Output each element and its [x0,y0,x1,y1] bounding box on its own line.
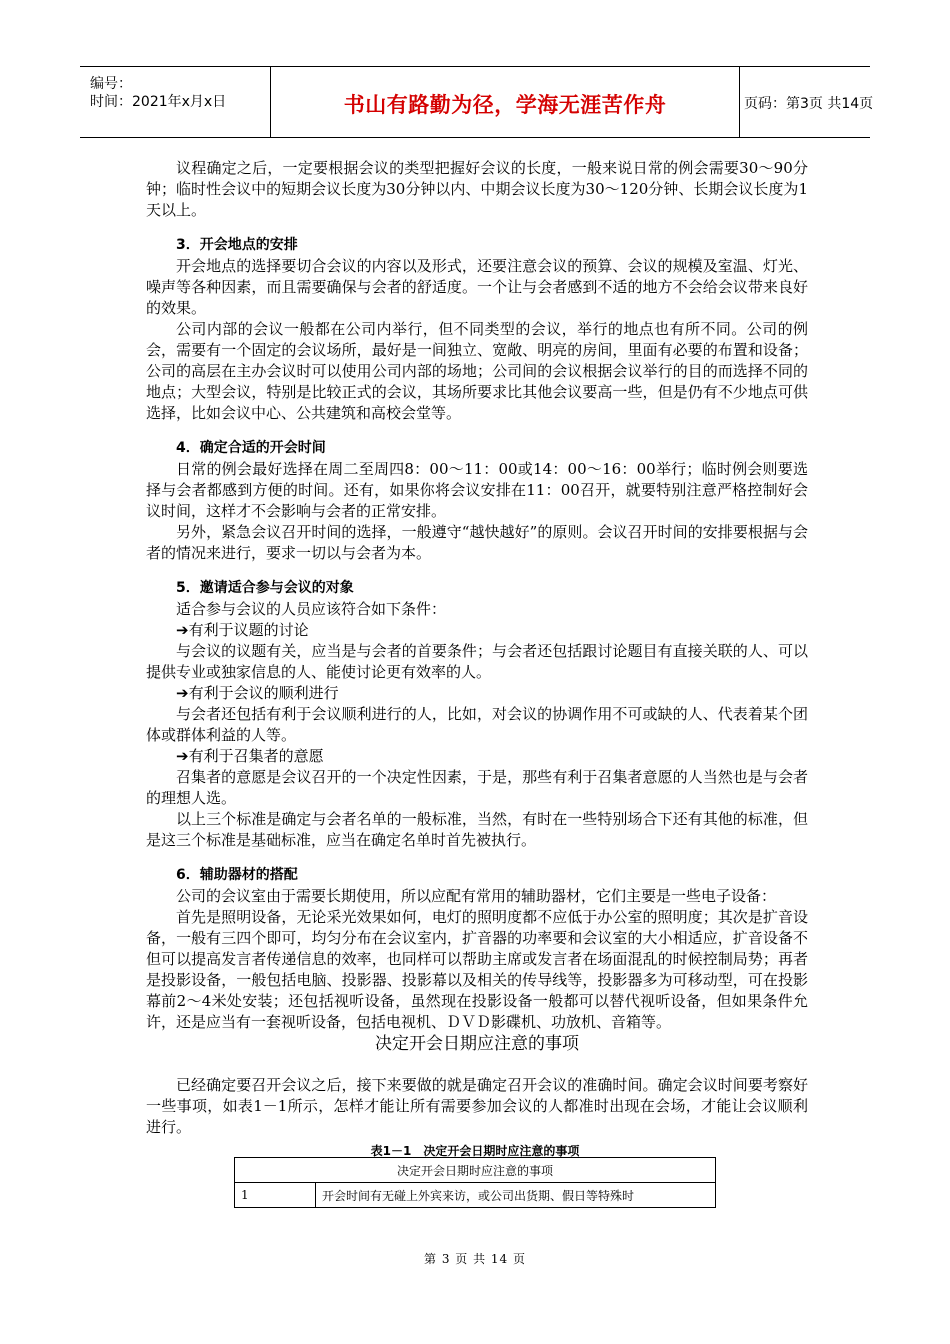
table-header-cell: 决定开会日期时应注意的事项 [235,1158,716,1183]
bullet-title: 有利于召集者的意愿 [188,747,324,765]
table-header-row [235,1158,716,1183]
document-body [146,158,808,1138]
bullet-title: 有利于议题的讨论 [188,621,309,639]
date-considerations-table [234,1157,716,1208]
table-row [235,1183,716,1208]
bullet-item [146,620,808,641]
document-date-label: 时间：2021年x月x日 [90,94,227,110]
table-caption: 表1－1 决定开会日期时应注意的事项 [370,1144,580,1158]
date-section-title: 决定开会日期应注意的事项 [375,1034,579,1054]
section-heading: 3．开会地点的安排 [176,237,298,253]
section-paragraph: 公司的会议室由于需要长期使用，所以应配有常用的辅助器材，它们主要是一些电子设备： [176,887,777,905]
table-cell-text: 开会时间有无碰上外宾来访，或公司出货期、假日等特殊时 [316,1183,716,1208]
intro-paragraph: 议程确定之后，一定要根据会议的类型把握好会议的长度，一般来说日常的例会需要30～90分钟；临时性会议中的短期会议长度为30分钟以内、中期会议长度为30～120分钟、长期会议长度为1天以上。 [146,159,808,219]
section-heading: 6．辅助器材的搭配 [176,867,298,883]
page-footer: 第 3 页 共 14 页 [424,1252,526,1266]
section-paragraph: 首先是照明设备，无论采光效果如何，电灯的照明度都不应低于办公室的照明度；其次是扩音设备，一般有三四个即可，均匀分布在会议室内，扩音器的功率要和会议室的大小相适应，扩音设备不但可以提高发言者传递信息的效率，也同样可以帮助主席或发言者在场面混乱的时候控制局势；再者是投影设备，一般包括电脑、投影器、投影幕以及相关的传导线等，投影器多为可移动型，可在投影幕前2～4米处安装；还包括视听设备，虽然现在投影设备一般都可以替代视听设备，但如果条件允许，还是应当有一套视听设备，包括电视机、ＤＶＤ影碟机、功放机、音箱等。 [146,908,808,1031]
header-center-cell [270,67,740,137]
header-right-cell [738,67,874,137]
bullet-text: 与会者还包括有利于会议顺利进行的人，比如，对会议的协调作用不可或缺的人、代表着某个团体或群体利益的人等。 [146,705,808,744]
date-section-paragraph: 已经确定要召开会议之后，接下来要做的就是确定召开会议的准确时间。确定会议时间要考察好一些事项，如表1－1所示，怎样才能让所有需要参加会议的人都准时出现在会场，才能让会议顺利进行。 [146,1076,808,1136]
section-heading: 4．确定合适的开会时间 [176,440,326,456]
section-paragraph: 开会地点的选择要切合会议的内容以及形式，还要注意会议的预算、会议的规模及室温、灯光、噪声等各种因素，而且需要确保与会者的舒适度。一个让与会者感到不适的地方不会给会议带来良好的效果。 [146,257,808,317]
arrow-icon: ➔ [176,621,189,639]
page-header [80,66,874,138]
bullet-text: 召集者的意愿是会议召开的一个决定性因素，于是，那些有利于召集者意愿的人当然也是与会者的理想人选。 [146,768,808,807]
arrow-icon: ➔ [176,684,189,702]
section-paragraph: 公司内部的会议一般都在公司内举行，但不同类型的会议，举行的地点也有所不同。公司的例会，需要有一个固定的会议场所，最好是一间独立、宽敞、明亮的房间，里面有必要的布置和设备；公司的高层在主办会议时可以使用公司内部的场地；公司间的会议根据会议举行的目的而选择不同的地点；大型会议，特别是比较正式的会议，其场所要求比其他会议要高一些，但是仍有不少地点可供选择，比如会议中心、公共建筑和高校会堂等。 [146,320,808,422]
page-number-label: 页码：第3页 共14页 [744,96,874,112]
section-intro: 适合参与会议的人员应该符合如下条件： [176,600,447,618]
document-number-label: 编号： [90,76,132,92]
table-cell-number: 1 [235,1183,316,1208]
section-paragraph: 另外，紧急会议召开时间的选择，一般遵守“越快越好”的原则。会议召开时间的安排要根据与会者的情况来进行，要求一切以与会者为本。 [146,523,808,562]
bullet-title: 有利于会议的顺利进行 [188,684,339,702]
section-closing: 以上三个标准是确定与会者名单的一般标准，当然，有时在一些特别场合下还有其他的标准，但是这三个标准是基础标准，应当在确定名单时首先被执行。 [146,810,808,849]
section-heading: 5．邀请适合参与会议的对象 [176,580,354,596]
header-slogan: 书山有路勤为径，学海无涯苦作舟 [343,93,667,117]
section-paragraph: 日常的例会最好选择在周二至周四8：00～11：00或14：00～16：00举行；临时例会则要选择与会者都感到方便的时间。还有，如果你将会议安排在11：00召开，就要特别注意严格控制好会议时间，这样才不会影响与会者的正常安排。 [146,460,808,520]
bullet-text: 与会议的议题有关，应当是与会者的首要条件；与会者还包括跟讨论题目有直接关联的人、可以提供专业或独家信息的人、能使讨论更有效率的人。 [146,642,808,681]
bullet-item [146,683,808,704]
header-left-cell [80,67,270,137]
arrow-icon: ➔ [176,747,189,765]
bullet-item [146,746,808,767]
